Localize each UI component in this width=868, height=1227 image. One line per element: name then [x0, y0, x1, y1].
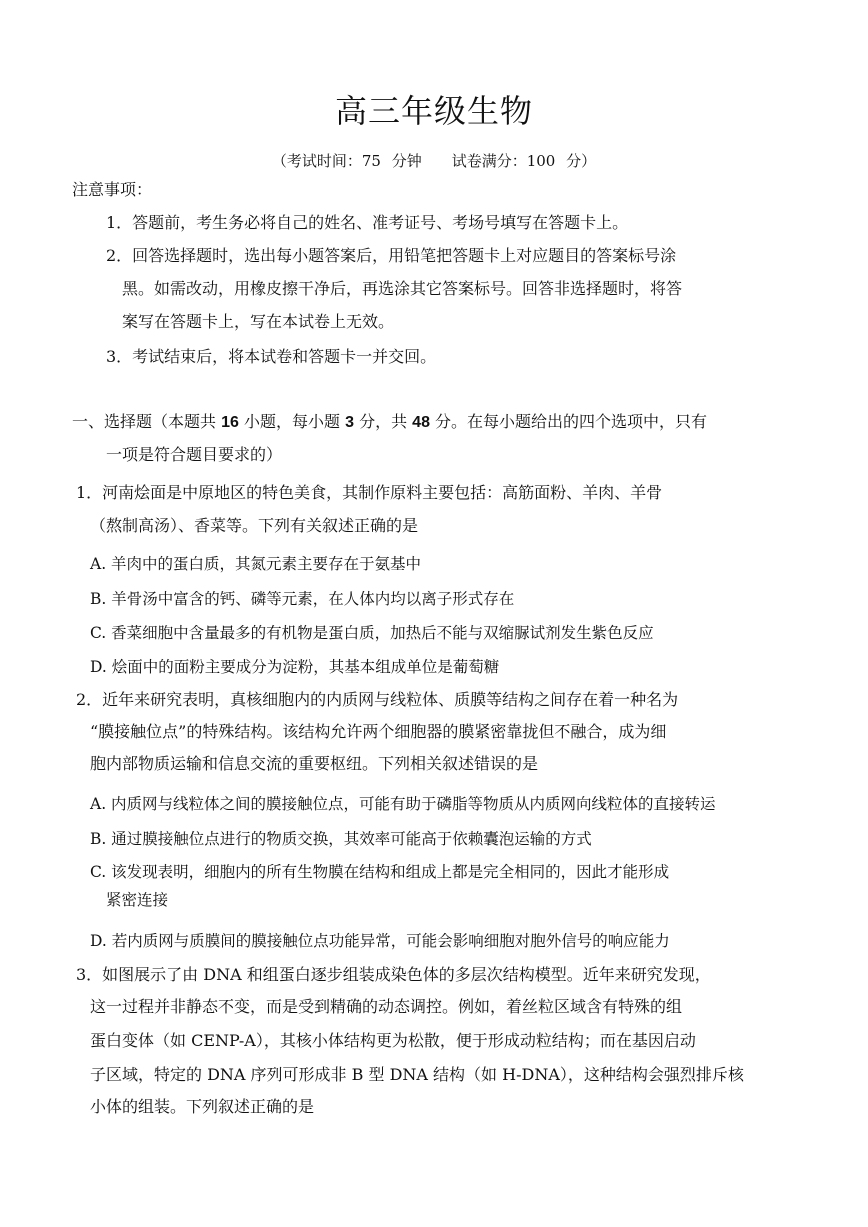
- q2-stem-line-1: 2．近年来研究表明，真核细胞内的内质网与线粒体、质膜等结构之间存在着一种名为: [76, 690, 679, 709]
- section-heading-text-4: 分。在每小题给出的四个选项中，只有: [429, 412, 708, 431]
- q2-option-c-line-1: C. 该发现表明，细胞内的所有生物膜在结构和组成上都是完全相同的，因此才能形成: [90, 863, 670, 881]
- notice-item-1: 1．答题前，考生务必将自己的姓名、准考证号、考场号填写在答题卡上。: [106, 213, 629, 232]
- q1-option-c: C. 香菜细胞中含量最多的有机物是蛋白质，加热后不能与双缩脲试剂发生紫色反应: [90, 624, 654, 642]
- q1-stem-line-1: 1．河南烩面是中原地区的特色美食，其制作原料主要包括：高筋面粉、羊肉、羊骨: [76, 483, 663, 502]
- notice-item-2-line-1: 2．回答选择题时，选出每小题答案后，用铅笔把答题卡上对应题目的答案标号涂: [106, 246, 677, 265]
- q2-option-d: D. 若内质网与质膜间的膜接触位点功能异常，可能会影响细胞对胞外信号的响应能力: [90, 932, 670, 950]
- exam-info-subtitle: （考试时间：75 分钟 试卷满分：100 分）: [271, 152, 597, 170]
- section-heading-line-2: 一项是符合题目要求的）: [106, 445, 283, 464]
- q3-stem-line-3: 蛋白变体（如 CENP-A），其核小体结构更为松散，便于形成动粒结构；而在基因启动: [90, 1031, 696, 1050]
- q3-stem-line-1: 3．如图展示了由 DNA 和组蛋白逐步组装成染色体的多层次结构模型。近年来研究发现，: [76, 965, 711, 984]
- q1-option-b: B. 羊骨汤中富含的钙、磷等元素，在人体内均以离子形式存在: [90, 590, 515, 608]
- notice-item-2-line-3: 案写在答题卡上，写在本试卷上无效。: [122, 312, 395, 331]
- q1-stem-line-2: （熬制高汤）、香菜等。下列有关叙述正确的是: [90, 516, 419, 535]
- q2-option-b: B. 通过膜接触位点进行的物质交换，其效率可能高于依赖囊泡运输的方式: [90, 830, 592, 848]
- q2-stem-line-2: “膜接触位点”的特殊结构。该结构允许两个细胞器的膜紧密靠拢但不融合，成为细: [90, 722, 667, 741]
- notice-item-2-line-2: 黑。如需改动，用橡皮擦干净后，再选涂其它答案标号。回答非选择题时，将答: [122, 279, 683, 298]
- section-heading-text-1: 一、选择题（本题共: [72, 412, 222, 431]
- section-heading-text-2: 小题，每小题: [238, 412, 346, 431]
- q1-option-d: D. 烩面中的面粉主要成分为淀粉，其基本组成单位是葡萄糖: [90, 658, 500, 676]
- points-per-question: 3: [345, 414, 354, 431]
- q2-option-c-line-2: 紧密连接: [106, 891, 169, 909]
- page-title: 高三年级生物: [334, 92, 533, 130]
- notice-item-3: 3．考试结束后，将本试卷和答题卡一并交回。: [106, 347, 437, 366]
- section-heading: [72, 410, 707, 435]
- question-count: 16: [221, 414, 239, 431]
- q2-option-a: A. 内质网与线粒体之间的膜接触位点，可能有助于磷脂等物质从内质网向线粒体的直接转运: [90, 795, 716, 813]
- total-points: 48: [412, 414, 430, 431]
- notice-heading: 注意事项：: [72, 180, 153, 199]
- section-heading-text-3: 分，共: [353, 412, 413, 431]
- q2-stem-line-3: 胞内部物质运输和信息交流的重要枢纽。下列相关叙述错误的是: [90, 754, 539, 773]
- q1-option-a: A. 羊肉中的蛋白质，其氮元素主要存在于氨基中: [90, 555, 422, 573]
- q3-stem-line-4: 子区域，特定的 DNA 序列可形成非 B 型 DNA 结构（如 H-DNA），这种结构会强烈排斥核: [90, 1065, 744, 1084]
- q3-stem-line-5: 小体的组装。下列叙述正确的是: [90, 1097, 315, 1116]
- q3-stem-line-2: 这一过程并非静态不变，而是受到精确的动态调控。例如，着丝粒区域含有特殊的组: [90, 997, 683, 1016]
